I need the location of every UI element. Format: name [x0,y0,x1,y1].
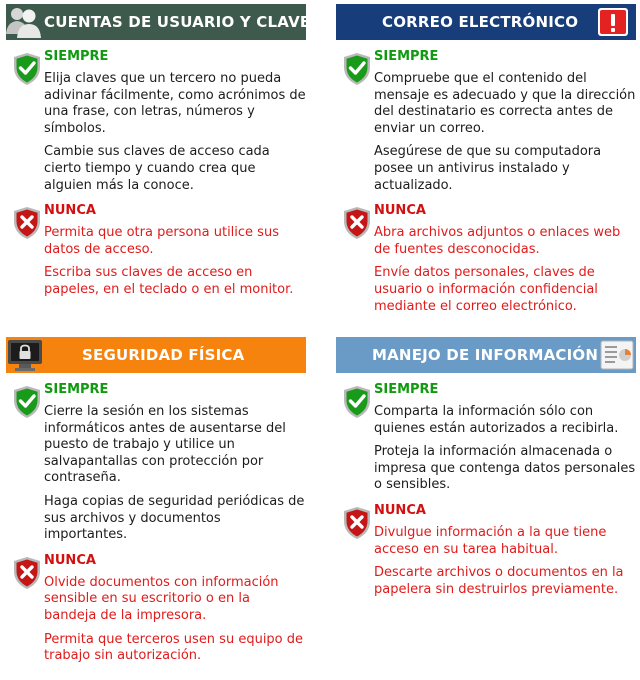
green-check-shield-icon [342,52,372,86]
panel-information-handling [336,337,636,605]
green-check-shield-icon [12,52,42,86]
red-x-shield-icon [342,206,372,240]
locked-monitor-icon [6,338,46,376]
never-section [6,202,306,298]
always-item: Comparta la información sólo con quienes están autorizados a recibirla. [374,404,619,436]
never-item: Abra archivos adjuntos o enlaces web de fuentes desconocidas. [374,225,621,257]
never-item: Escriba sus claves de acceso en papeles, en el teclado o en el monitor. [44,265,294,297]
red-x-shield-icon [342,506,372,540]
never-label: NUNCA [374,203,426,219]
always-label: SIEMPRE [374,382,439,397]
panel-email [336,4,636,322]
panel-title: SEGURIDAD FÍSICA [82,346,245,364]
always-section [6,381,306,544]
never-item: Descarte archivos o documentos en la papelera sin destruirlos previamente. [374,565,624,597]
green-check-shield-icon [342,385,372,419]
never-item: Divulgue información a la que tiene acceso en su tarea habitual. [374,524,607,557]
always-label: SIEMPRE [44,49,109,64]
panel-header [6,337,306,373]
panel-title: CUENTAS DE USUARIO Y CLAVES [44,13,322,31]
always-item: Proteja la información almacenada o impresa que contenga datos personales o sensibles. [374,444,636,493]
never-label: NUNCA [44,552,96,568]
always-item: Compruebe que el contenido del mensaje es adecuado y que la dirección del destinatario es correcta antes de enviar un correo. [374,71,636,136]
report-document-icon [598,338,636,376]
red-x-shield-icon [12,206,42,240]
always-section [336,48,636,194]
panel-header [336,4,636,40]
panel-physical-security [6,337,306,672]
users-icon [4,4,44,44]
panel-header [6,4,322,40]
always-section [6,48,306,194]
never-item: Envíe datos personales, claves de usuario o información confidencial mediante el correo electrónico. [374,265,598,314]
panel-header [336,337,636,373]
never-label: NUNCA [374,502,426,518]
never-item: Olvide documentos con información sensible en su escritorio o en la bandeja de la impresora. [44,574,279,623]
never-label: NUNCA [44,203,96,219]
panel-user-accounts [6,4,322,306]
panel-title: CORREO ELECTRÓNICO [382,13,579,31]
alert-icon [596,6,630,42]
green-check-shield-icon [12,385,42,419]
never-section [336,502,636,598]
never-section [6,552,306,665]
always-label: SIEMPRE [44,382,109,397]
panel-title: MANEJO DE INFORMACIÓN [372,346,599,364]
always-item: Cierre la sesión en los sistemas informáticos antes de ausentarse del puesto de trabajo y utilice un salvapantallas con protección por contraseña. [44,404,286,486]
always-item: Asegúrese de que su computadora posee un antivirus instalado y actualizado. [374,144,602,193]
always-item: Haga copias de seguridad periódicas de sus archivos y documentos importantes. [44,493,305,543]
never-section [336,202,636,315]
always-item: Elija claves que un tercero no pueda adivinar fácilmente, como acrónimos de una frase, con letras, números y símbolos. [44,71,306,136]
red-x-shield-icon [12,556,42,590]
never-item: Permita que terceros usen su equipo de trabajo sin autorización. [44,631,304,664]
always-section [336,381,636,494]
always-label: SIEMPRE [374,49,439,64]
always-item: Cambie sus claves de acceso cada cierto tiempo y cuando crea que alguien más la conoce. [44,144,270,193]
never-item: Permita que otra persona utilice sus datos de acceso. [44,225,279,257]
